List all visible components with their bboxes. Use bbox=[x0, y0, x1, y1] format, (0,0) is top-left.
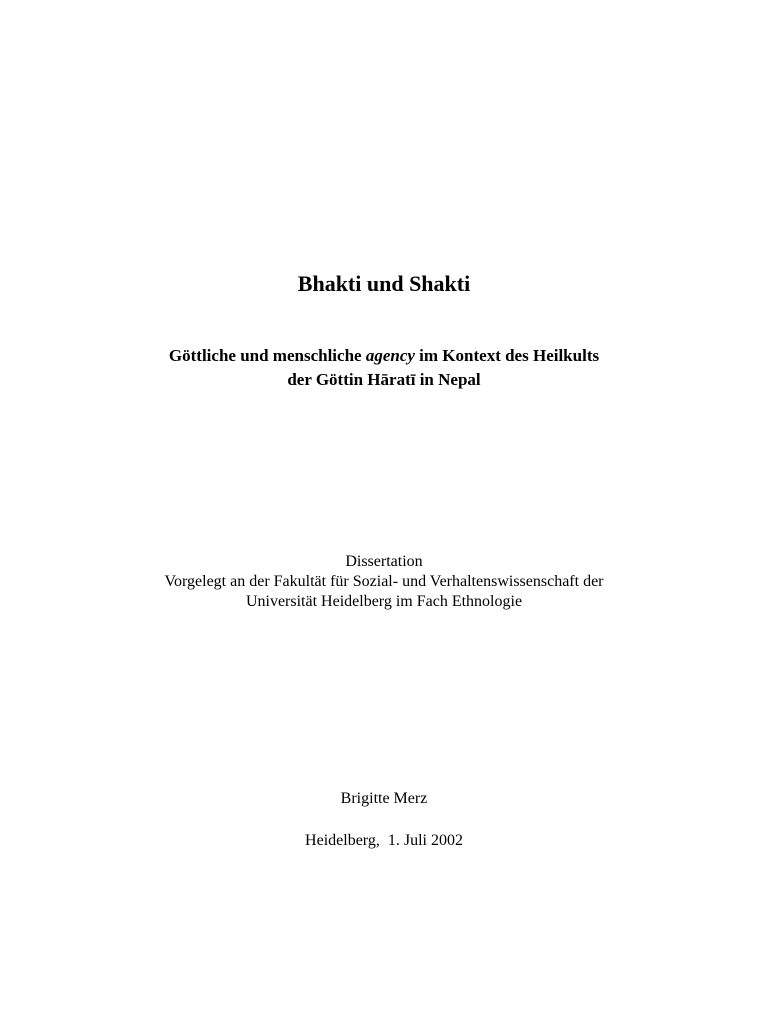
place-and-date: Heidelberg, 1. Juli 2002 bbox=[305, 832, 463, 849]
dissertation-line-2: Universität Heidelberg im Fach Ethnologie bbox=[245, 593, 523, 610]
subtitle-line-1-end: im Kontext des Heilkults bbox=[414, 346, 600, 365]
subtitle-line-1-start: Göttliche und menschliche bbox=[168, 346, 366, 365]
dissertation-line-1: Vorgelegt an der Fakultät für Sozial- und Verhaltenswissenschaft der bbox=[164, 573, 604, 590]
subtitle-italic-term: agency bbox=[365, 346, 415, 365]
author-name: Brigitte Merz bbox=[340, 790, 428, 807]
subtitle-line-1 bbox=[0, 344, 768, 368]
dissertation-label: Dissertation bbox=[345, 553, 423, 570]
document-title: Bhakti und Shakti bbox=[297, 271, 471, 296]
dissertation-statement bbox=[0, 552, 768, 612]
document-subtitle bbox=[0, 344, 768, 392]
subtitle-line-2: der Göttin Hāratī in Nepal bbox=[287, 370, 481, 389]
